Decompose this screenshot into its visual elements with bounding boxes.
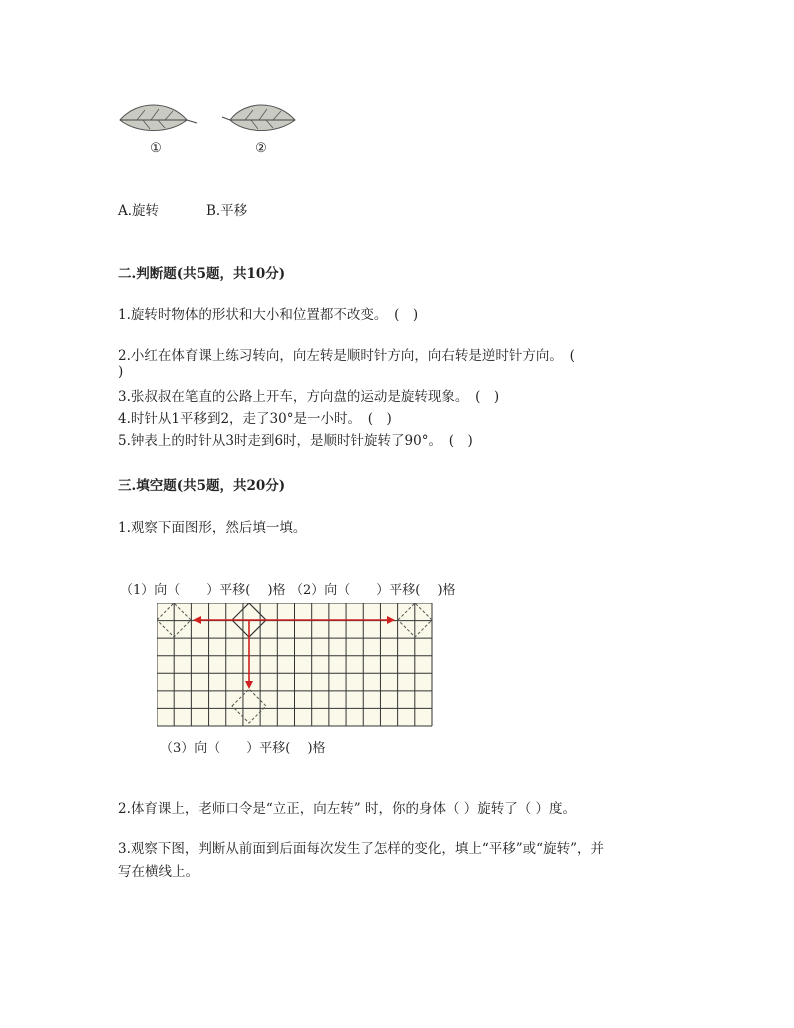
judge-item-5: 5.钟表上的时针从3时走到6时，是顺时针旋转了90°。 ( ): [118, 433, 473, 449]
grid-label-3: （3）向（ ）平移( )格: [160, 741, 326, 756]
grid-label-2: （2）向（ ）平移( )格: [290, 583, 456, 598]
fill-item-1: 1.观察下面图形，然后填一填。: [118, 520, 307, 536]
leaf-2-label: ②: [255, 141, 267, 156]
judge-item-1: 1.旋转时物体的形状和大小和位置都不改变。 ( ): [118, 307, 419, 323]
fill-item-2: 2.体育课上，老师口令是“立正，向左转” 时，你的身体（ ）旋转了（ ）度。: [118, 801, 577, 817]
option-a: A.旋转: [118, 203, 160, 219]
leaf-1-label: ①: [150, 141, 162, 156]
leaf-2-icon: [222, 105, 295, 131]
judge-item-2: 2.小红在体育课上练习转向，向左转是顺时针方向，向右转是逆时针方向。 (: [118, 348, 575, 364]
judge-item-2-cont: ): [118, 364, 124, 380]
judge-item-3: 3.张叔叔在笔直的公路上开车，方向盘的运动是旋转现象。 ( ): [118, 389, 500, 405]
fill-item-3-line1: 3.观察下图，判断从前面到后面每次发生了怎样的变化，填上“平移”或“旋转”，并: [118, 841, 604, 857]
grid-label-1: （1）向（ ）平移( )格: [120, 583, 286, 598]
leaf-1-icon: [120, 105, 197, 131]
judge-item-4: 4.时针从1平移到2，走了30°是一小时。 ( ): [118, 411, 392, 427]
leaf-illustrations: [115, 98, 300, 138]
section-3-title: 三.填空题(共5题，共20分): [118, 478, 286, 494]
fill-item-3-line2: 写在横线上。: [118, 864, 199, 880]
option-b: B.平移: [206, 203, 248, 219]
section-2-title: 二.判断题(共5题，共10分): [118, 266, 286, 282]
translation-grid: [157, 603, 434, 728]
